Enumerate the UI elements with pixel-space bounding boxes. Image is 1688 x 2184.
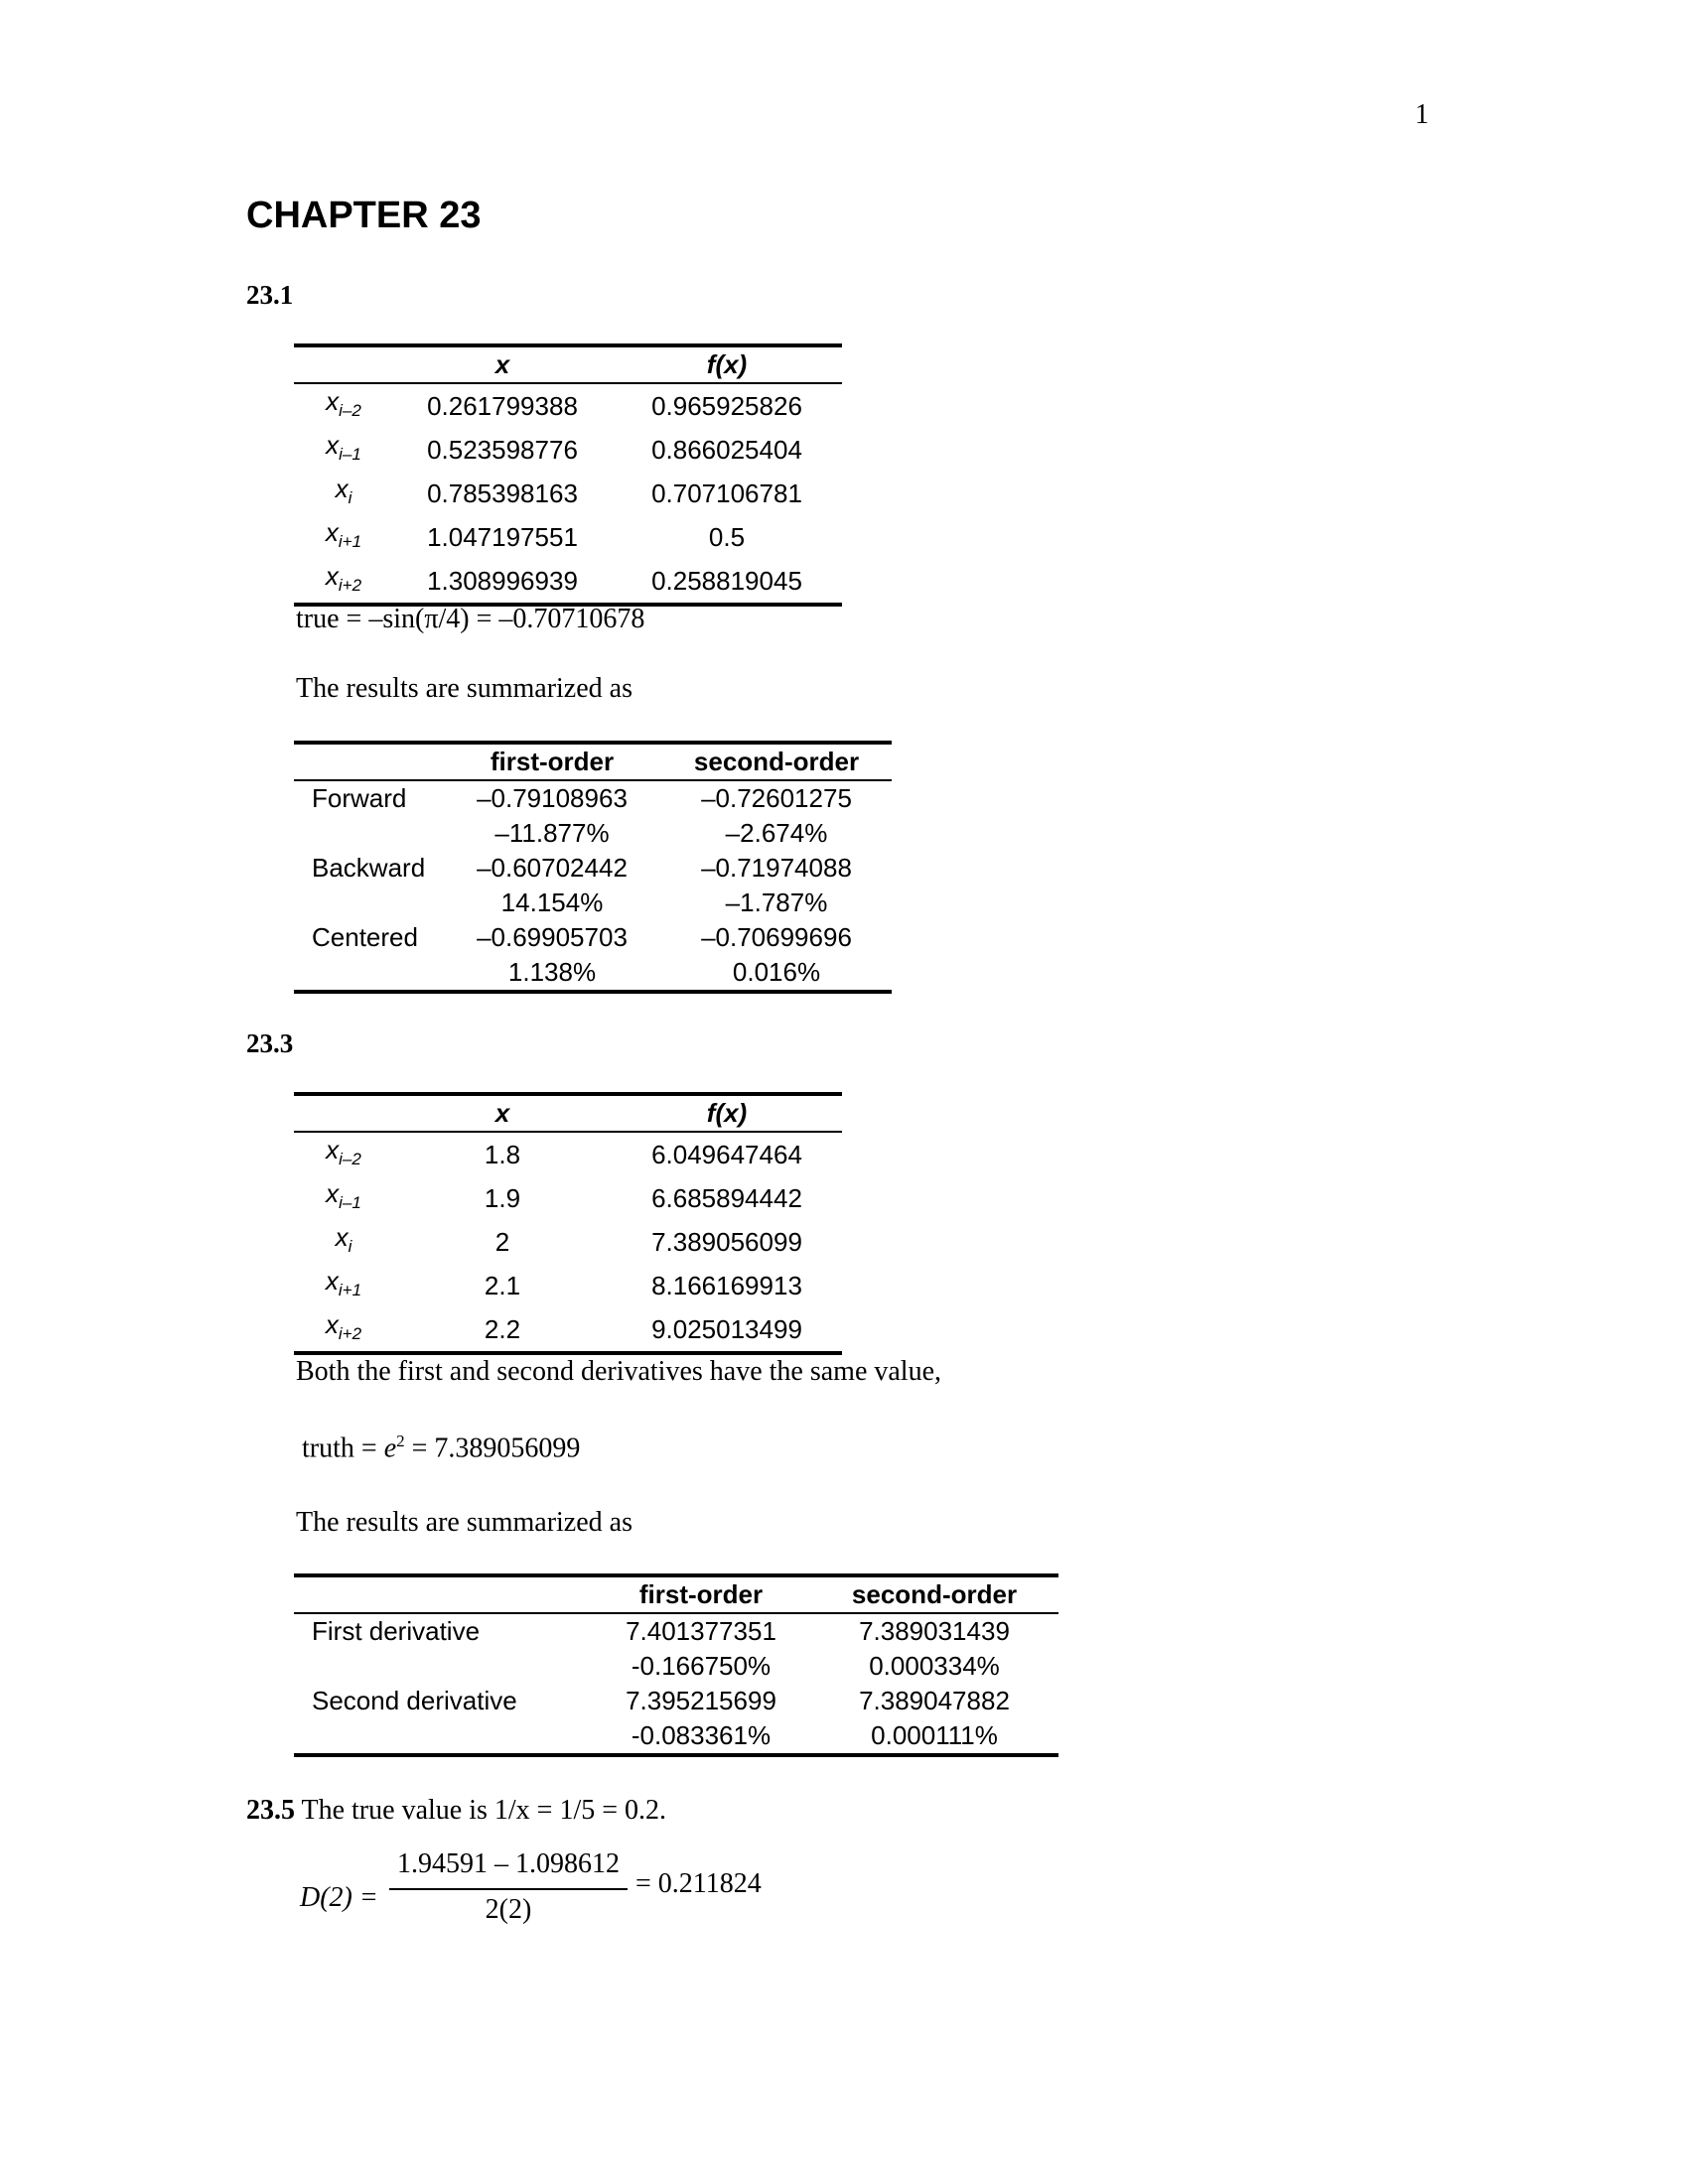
truth-label: truth =: [302, 1433, 384, 1464]
row-label: $x_{i-2}$: [326, 386, 361, 420]
second-order-cell: 0.016%: [732, 957, 821, 987]
x-cell: 2: [494, 1226, 510, 1257]
table-row: [294, 383, 842, 428]
derivative-note: Both the first and second derivatives have the same value,: [296, 1356, 942, 1387]
row-label: $x_{i+1}$: [325, 1266, 362, 1299]
x-cell: 1.9: [484, 1182, 521, 1213]
second-order-cell: –2.674%: [725, 818, 828, 848]
row-label: $x_{i+2}$: [325, 1309, 362, 1343]
data-table-23-3: [294, 1092, 842, 1355]
x-cell: 0.785398163: [427, 478, 578, 508]
second-order-cell: 0.000111%: [871, 1720, 998, 1750]
table-row: [294, 1684, 1058, 1718]
second-order-cell: –0.70699696: [701, 922, 852, 952]
first-order-cell: –0.69905703: [477, 922, 628, 952]
page-number: 1: [1415, 99, 1429, 130]
summary-intro-23-1: The results are summarized as: [296, 673, 633, 704]
header-first-order: first-order: [443, 743, 661, 780]
fraction-bar: [389, 1888, 628, 1890]
table-header-row: [294, 743, 892, 780]
truth-value: = 7.389056099: [404, 1433, 581, 1464]
row-label: First derivative: [312, 1616, 481, 1646]
section-23-5-line: [246, 1795, 666, 1827]
truth-equation: [302, 1432, 580, 1464]
row-label: [294, 886, 443, 920]
header-first-order: first-order: [592, 1575, 810, 1613]
row-label: [294, 816, 443, 851]
truth-base: e: [383, 1433, 397, 1464]
table-row: [294, 1649, 1058, 1684]
header-second-order: second-order: [810, 1575, 1058, 1613]
table-header-row: [294, 1575, 1058, 1613]
x-cell: 2.2: [484, 1313, 521, 1344]
row-label: Second derivative: [312, 1686, 517, 1715]
table-row: [294, 472, 842, 515]
row-label: Centered: [312, 922, 418, 952]
table-row: [294, 1176, 842, 1220]
second-order-cell: 0.000334%: [869, 1651, 1000, 1681]
table-row: [294, 1132, 842, 1176]
row-label: $x_{i-1}$: [326, 1178, 361, 1212]
row-label: $x_i$: [335, 1222, 352, 1256]
table-row: [294, 428, 842, 472]
x-cell: 1.047197551: [427, 521, 578, 552]
row-label: [294, 1718, 592, 1755]
x-cell: 0.523598776: [427, 434, 578, 465]
table-row: [294, 955, 892, 992]
table-row: [294, 559, 842, 605]
row-label: Forward: [312, 783, 407, 813]
row-label: $x_i$: [335, 474, 352, 507]
table-row: [294, 1307, 842, 1353]
row-label: $x_{i+2}$: [325, 561, 362, 595]
x-cell: 0.261799388: [427, 390, 578, 421]
fx-cell: 6.049647464: [651, 1139, 802, 1169]
fx-cell: 0.965925826: [651, 390, 802, 421]
x-cell: 2.1: [484, 1270, 521, 1300]
second-order-cell: 7.389031439: [859, 1616, 1010, 1646]
x-cell: 1.8: [484, 1139, 521, 1169]
row-label: [294, 955, 443, 992]
first-order-cell: 14.154%: [500, 887, 604, 917]
section-number-23-1: 23.1: [246, 280, 294, 310]
header-second-order: second-order: [661, 743, 892, 780]
first-order-cell: –11.877%: [494, 818, 610, 848]
fx-cell: 0.5: [708, 521, 746, 552]
section-23-5-intro: The true value is 1/x = 1/5 = 0.2.: [301, 1795, 667, 1826]
first-order-cell: –0.60702442: [477, 853, 628, 883]
row-label: $x_{i-1}$: [326, 430, 361, 464]
table-row: [294, 1220, 842, 1264]
row-label: $x_{i-2}$: [326, 1135, 361, 1168]
row-label: Backward: [312, 853, 426, 883]
table-header-row: [294, 1094, 842, 1132]
table-row: [294, 920, 892, 955]
table-row: [294, 1264, 842, 1307]
table-row: [294, 886, 892, 920]
header-fx: f(x): [612, 1094, 842, 1132]
second-order-cell: –1.787%: [725, 887, 828, 917]
table-row: [294, 515, 842, 559]
first-order-cell: –0.79108963: [477, 783, 628, 813]
equation-numerator: 1.94591 – 1.098612: [397, 1848, 620, 1879]
header-x: x: [393, 345, 612, 383]
equation-denominator: 2(2): [485, 1894, 532, 1925]
row-label: $x_{i+1}$: [325, 517, 362, 551]
fx-cell: 6.685894442: [651, 1182, 802, 1213]
header-blank: [294, 1094, 393, 1132]
x-cell: 1.308996939: [427, 565, 578, 596]
second-order-cell: 7.389047882: [859, 1686, 1010, 1715]
equation-result: = 0.211824: [635, 1868, 762, 1899]
first-order-cell: -0.083361%: [631, 1720, 772, 1750]
section-number-23-3: 23.3: [246, 1028, 294, 1058]
truth-exponent: 2: [396, 1432, 405, 1450]
first-order-cell: 1.138%: [507, 957, 597, 987]
fx-cell: 0.707106781: [651, 478, 802, 508]
results-table-23-3: [294, 1573, 1058, 1757]
fx-cell: 9.025013499: [651, 1313, 802, 1344]
table-row: [294, 1718, 1058, 1755]
first-order-cell: 7.395215699: [626, 1686, 776, 1715]
header-blank: [294, 345, 393, 383]
fx-cell: 0.258819045: [651, 565, 802, 596]
second-order-cell: –0.71974088: [701, 853, 852, 883]
table-row: [294, 1613, 1058, 1649]
header-blank: [294, 1575, 592, 1613]
row-label: [294, 1649, 592, 1684]
section-number-23-5: 23.5: [246, 1795, 295, 1826]
data-table-23-1: [294, 343, 842, 607]
table-header-row: [294, 345, 842, 383]
second-order-cell: –0.72601275: [701, 783, 852, 813]
header-fx: f(x): [612, 345, 842, 383]
first-order-cell: -0.166750%: [631, 1651, 772, 1681]
table-row: [294, 816, 892, 851]
true-value-text: true = –sin(π/4) = –0.70710678: [296, 604, 645, 634]
fx-cell: 8.166169913: [651, 1270, 802, 1300]
first-order-cell: 7.401377351: [626, 1616, 776, 1646]
chapter-title: CHAPTER 23: [246, 195, 482, 236]
header-x: x: [393, 1094, 612, 1132]
fx-cell: 7.389056099: [651, 1226, 802, 1257]
header-blank: [294, 743, 443, 780]
table-row: [294, 851, 892, 886]
fx-cell: 0.866025404: [651, 434, 802, 465]
results-table-23-1: [294, 741, 892, 994]
table-row: [294, 780, 892, 816]
equation-lhs: D(2) =: [300, 1882, 378, 1913]
summary-intro-23-3: The results are summarized as: [296, 1507, 633, 1538]
